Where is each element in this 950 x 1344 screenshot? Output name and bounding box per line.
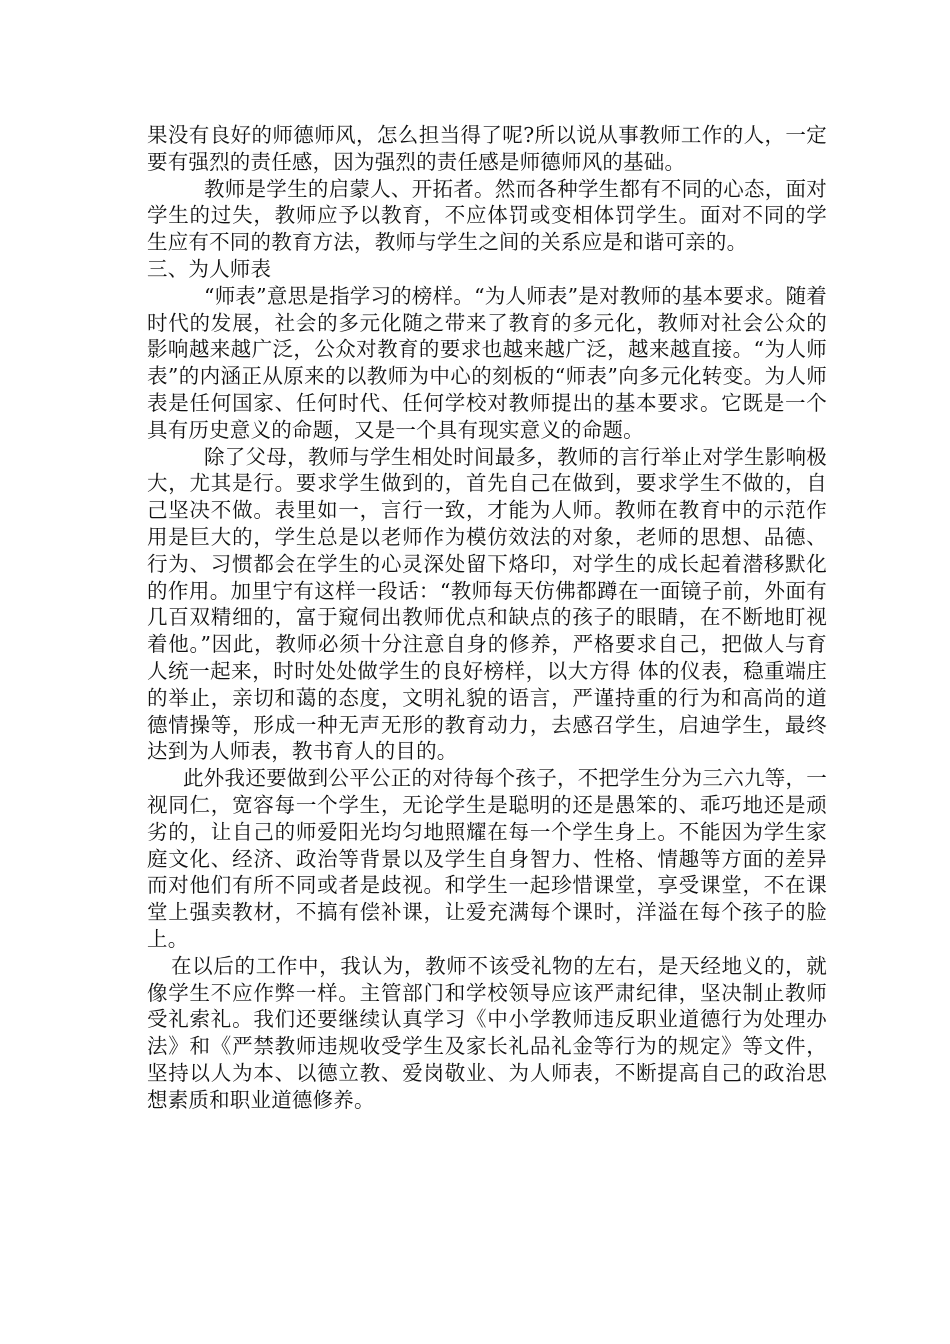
paragraph-shibiao-meaning: “师表”意思是指学习的榜样。“为人师表”是对教师的基本要求。随着时代的发展，社会的多元化随之带来了教育的多元化，教师对社会公众的影响越来越广泛，公众对教育的要求也越来越广泛，越来越直接。“为人师表”的内涵正从原来的以教师为中心的刻板的“师表”向多元化转变。为人师表是任何国家、任何时代、任何学校对教师提出的基本要求。它既是一个具有历史意义的命题，又是一个具有现实意义的命题。 <box>147 283 827 442</box>
paragraph-fairness: 此外我还要做到公平公正的对待每个孩子，不把学生分为三六九等，一视同仁，宽容每一个学生，无论学生是聪明的还是愚笨的、乖巧地还是顽劣的，让自己的师爱阳光均匀地照耀在每一个学生身上。不能因为学生家庭文化、经济、政治等背景以及学生自身智力、性格、情趣等方面的差异而对他们有所不同或者是歧视。和学生一起珍惜课堂，享受课堂，不在课堂上强卖教材，不搞有偿补课，让爱充满每个课时，洋溢在每个孩子的脸上。 <box>147 766 827 951</box>
section-heading: 三、为人师表 <box>147 256 272 281</box>
paragraph-continuation: 果没有良好的师德师风，怎么担当得了呢?所以说从事教师工作的人，一定要有强烈的责任感，因为强烈的责任感是师德师风的基础。 <box>147 123 827 174</box>
document-body <box>147 122 827 1113</box>
paragraph-role-model: 除了父母，教师与学生相处时间最多，教师的言行举止对学生影响极大，尤其是行。要求学生做到的，首先自己在做到，要求学生不做的，自己坚决不做。表里如一，言行一致，才能为人师。教师在教育中的示范作用是巨大的，学生总是以老师作为模仿效法的对象，老师的思想、品德、行为、习惯都会在学生的心灵深处留下烙印，对学生的成长起着潜移默化的作用。加里宁有这样一段话：“教师每天仿佛都蹲在一面镜子前，外面有几百双精细的，富于窥伺出教师优点和缺点的孩子的眼睛，在不断地盯视着他。”因此，教师必须十分注意自身的修养，严格要求自己，把做人与育人统一起来，时时处处做学生的良好榜样，以大方得 体的仪表，稳重端庄的举止，亲切和蔼的态度，文明礼貌的语言，严谨持重的行为和高尚的道德情操等，形成一种无声无形的教育动力，去感召学生，启迪学生，最终达到为人师表，教书育人的目的。 <box>147 444 827 764</box>
paragraph-teacher-role: 教师是学生的启蒙人、开拓者。然而各种学生都有不同的心态，面对学生的过失，教师应予以教育，不应体罚或变相体罚学生。面对不同的学生应有不同的教育方法，教师与学生之间的关系应是和谐可亲的。 <box>147 176 827 255</box>
paragraph-future-work: 在以后的工作中，我认为，教师不该受礼物的左右，是天经地义的，就像学生不应作弊一样。主管部门和学校领导应该严肃纪律，坚决制止教师受礼索礼。我们还要继续认真学习《中小学教师违反职业道德行为处理办法》和《严禁教师违规收受学生及家长礼品礼金等行为的规定》等文件，坚持以人为本、以德立教、爱岗敬业、为人师表，不断提高自己的政治思想素质和职业道德修养。 <box>147 953 827 1112</box>
